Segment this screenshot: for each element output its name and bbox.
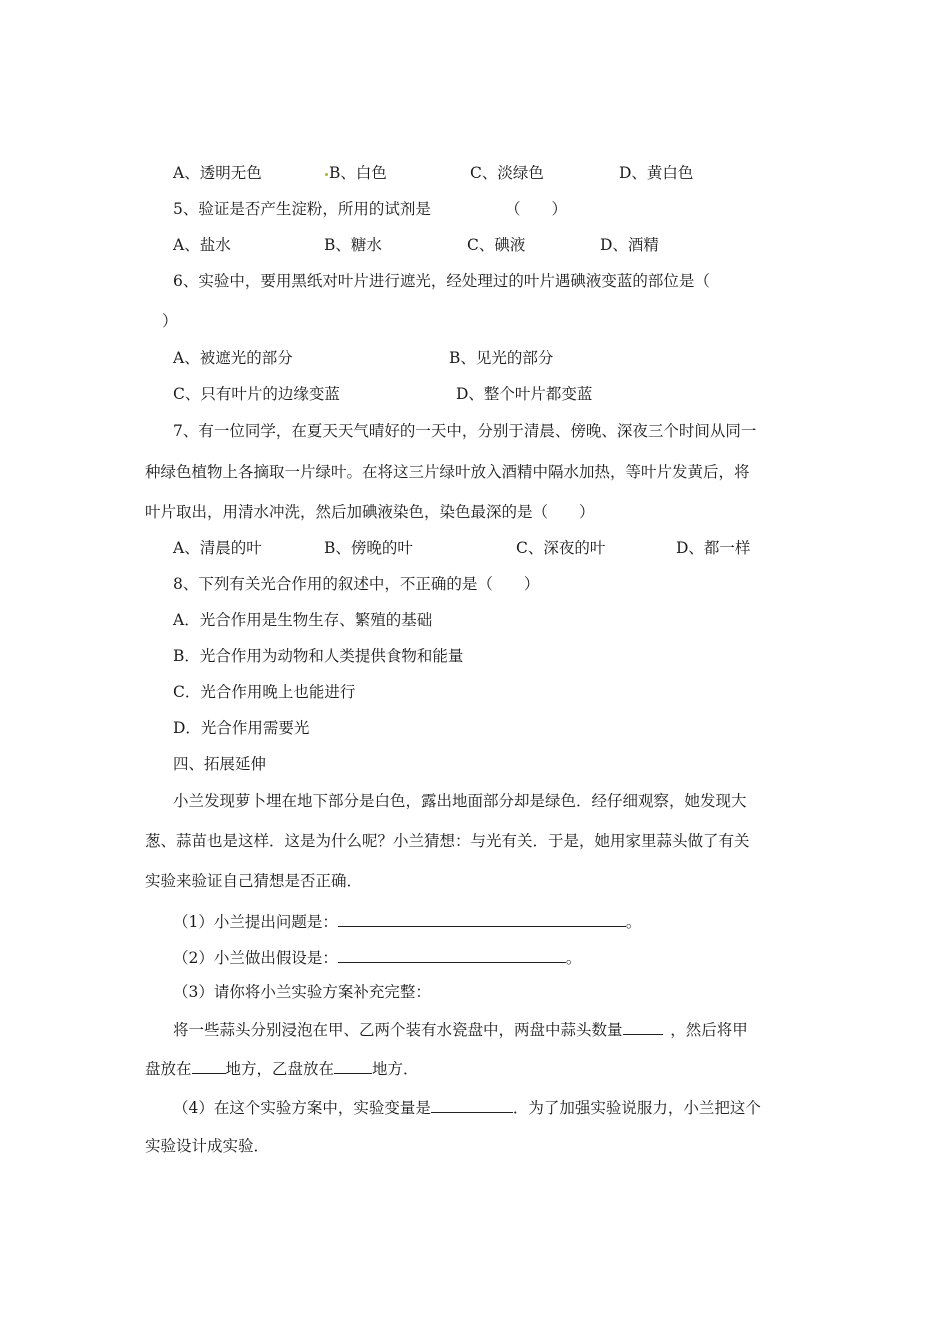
plan-line-1: 将一些蒜头分别浸泡在甲、乙两个装有水瓷盘中，两盘中蒜头数量 ，然后将甲 bbox=[173, 1018, 748, 1040]
q5-answer-paren: （ ） bbox=[505, 200, 568, 218]
answer-blank-variable[interactable] bbox=[431, 1096, 513, 1113]
section-heading: 四、拓展延伸 bbox=[173, 755, 267, 773]
q6-stem-cont: ） bbox=[162, 312, 178, 330]
paragraph-line-3: 实验来验证自己猜想是否正确． bbox=[145, 872, 363, 890]
paragraph-line-1: 小兰发现萝卜埋在地下部分是白色，露出地面部分却是绿色．经仔细观察，她发现大 bbox=[173, 792, 747, 810]
q5-option-c: C、碘液 bbox=[467, 236, 526, 254]
q8-option-c: C．光合作用晚上也能进行 bbox=[173, 683, 356, 701]
q6-option-d: D、整个叶片都变蓝 bbox=[456, 385, 593, 403]
q5-option-b: B、糖水 bbox=[324, 236, 382, 254]
q7-line-2: 种绿色植物上各摘取一片绿叶。在将这三片绿叶放入酒精中隔水加热，等叶片发黄后，将 bbox=[145, 463, 750, 481]
q4-option-b: B、白色 bbox=[324, 163, 387, 183]
plan-line-2: 盘放在 地方，乙盘放在 地方． bbox=[145, 1057, 419, 1079]
answer-blank-1[interactable] bbox=[338, 910, 626, 927]
answer-blank-quantity[interactable] bbox=[623, 1018, 663, 1035]
q7-line-1: 7、有一位同学，在夏天天气晴好的一天中，分别于清晨、傍晚、深夜三个时间从同一 bbox=[173, 422, 757, 440]
q8-option-d: D．光合作用需要光 bbox=[173, 719, 310, 737]
q7-option-b: B、傍晚的叶 bbox=[324, 539, 413, 557]
answer-blank-place-b[interactable] bbox=[334, 1057, 372, 1074]
sub-question-4: （4）在这个实验方案中，实验变量是 ．为了加强实验说服力，小兰把这个 bbox=[173, 1096, 761, 1118]
answer-blank-place-a[interactable] bbox=[192, 1057, 226, 1074]
q5-stem: 5、验证是否产生淀粉，所用的试剂是 bbox=[173, 200, 431, 218]
q4-option-a: A、透明无色 bbox=[173, 164, 262, 182]
sub-question-1: （1）小兰提出问题是： 。 bbox=[173, 910, 641, 932]
q4-option-c: C、淡绿色 bbox=[470, 164, 544, 182]
answer-blank-2[interactable] bbox=[338, 946, 566, 963]
q8-stem: 8、下列有关光合作用的叙述中，不正确的是（ ） bbox=[173, 575, 540, 593]
q6-option-c: C、只有叶片的边缘变蓝 bbox=[173, 385, 340, 403]
q6-option-b: B、见光的部分 bbox=[449, 349, 554, 367]
q7-line-3: 叶片取出，用清水冲洗，然后加碘液染色，染色最深的是（ ） bbox=[145, 503, 595, 521]
q6-stem: 6、实验中，要用黑纸对叶片进行遮光，经处理过的叶片遇碘液变蓝的部位是（ bbox=[173, 272, 710, 290]
paragraph-line-2: 葱、蒜苗也是这样．这是为什么呢？小兰猜想：与光有关．于是，她用家里蒜头做了有关 bbox=[145, 832, 750, 850]
q8-option-b: B．光合作用为动物和人类提供食物和能量 bbox=[173, 647, 464, 665]
q7-option-d: D、都一样 bbox=[676, 539, 751, 557]
q4-option-d: D、黄白色 bbox=[619, 164, 694, 182]
q5-option-a: A、盐水 bbox=[173, 236, 231, 254]
sub-question-4-cont: 实验设计成实验． bbox=[145, 1137, 270, 1155]
q5-option-d: D、酒精 bbox=[600, 236, 659, 254]
q7-option-a: A、清晨的叶 bbox=[173, 539, 262, 557]
sub-question-2: （2）小兰做出假设是： 。 bbox=[173, 946, 581, 968]
q7-option-c: C、深夜的叶 bbox=[516, 539, 606, 557]
q8-option-a: A．光合作用是生物生存、繁殖的基础 bbox=[173, 611, 433, 629]
q6-option-a: A、被遮光的部分 bbox=[173, 349, 293, 367]
sub-question-3: （3）请你将小兰实验方案补充完整： bbox=[173, 983, 431, 1001]
scan-dot-icon bbox=[325, 173, 328, 176]
